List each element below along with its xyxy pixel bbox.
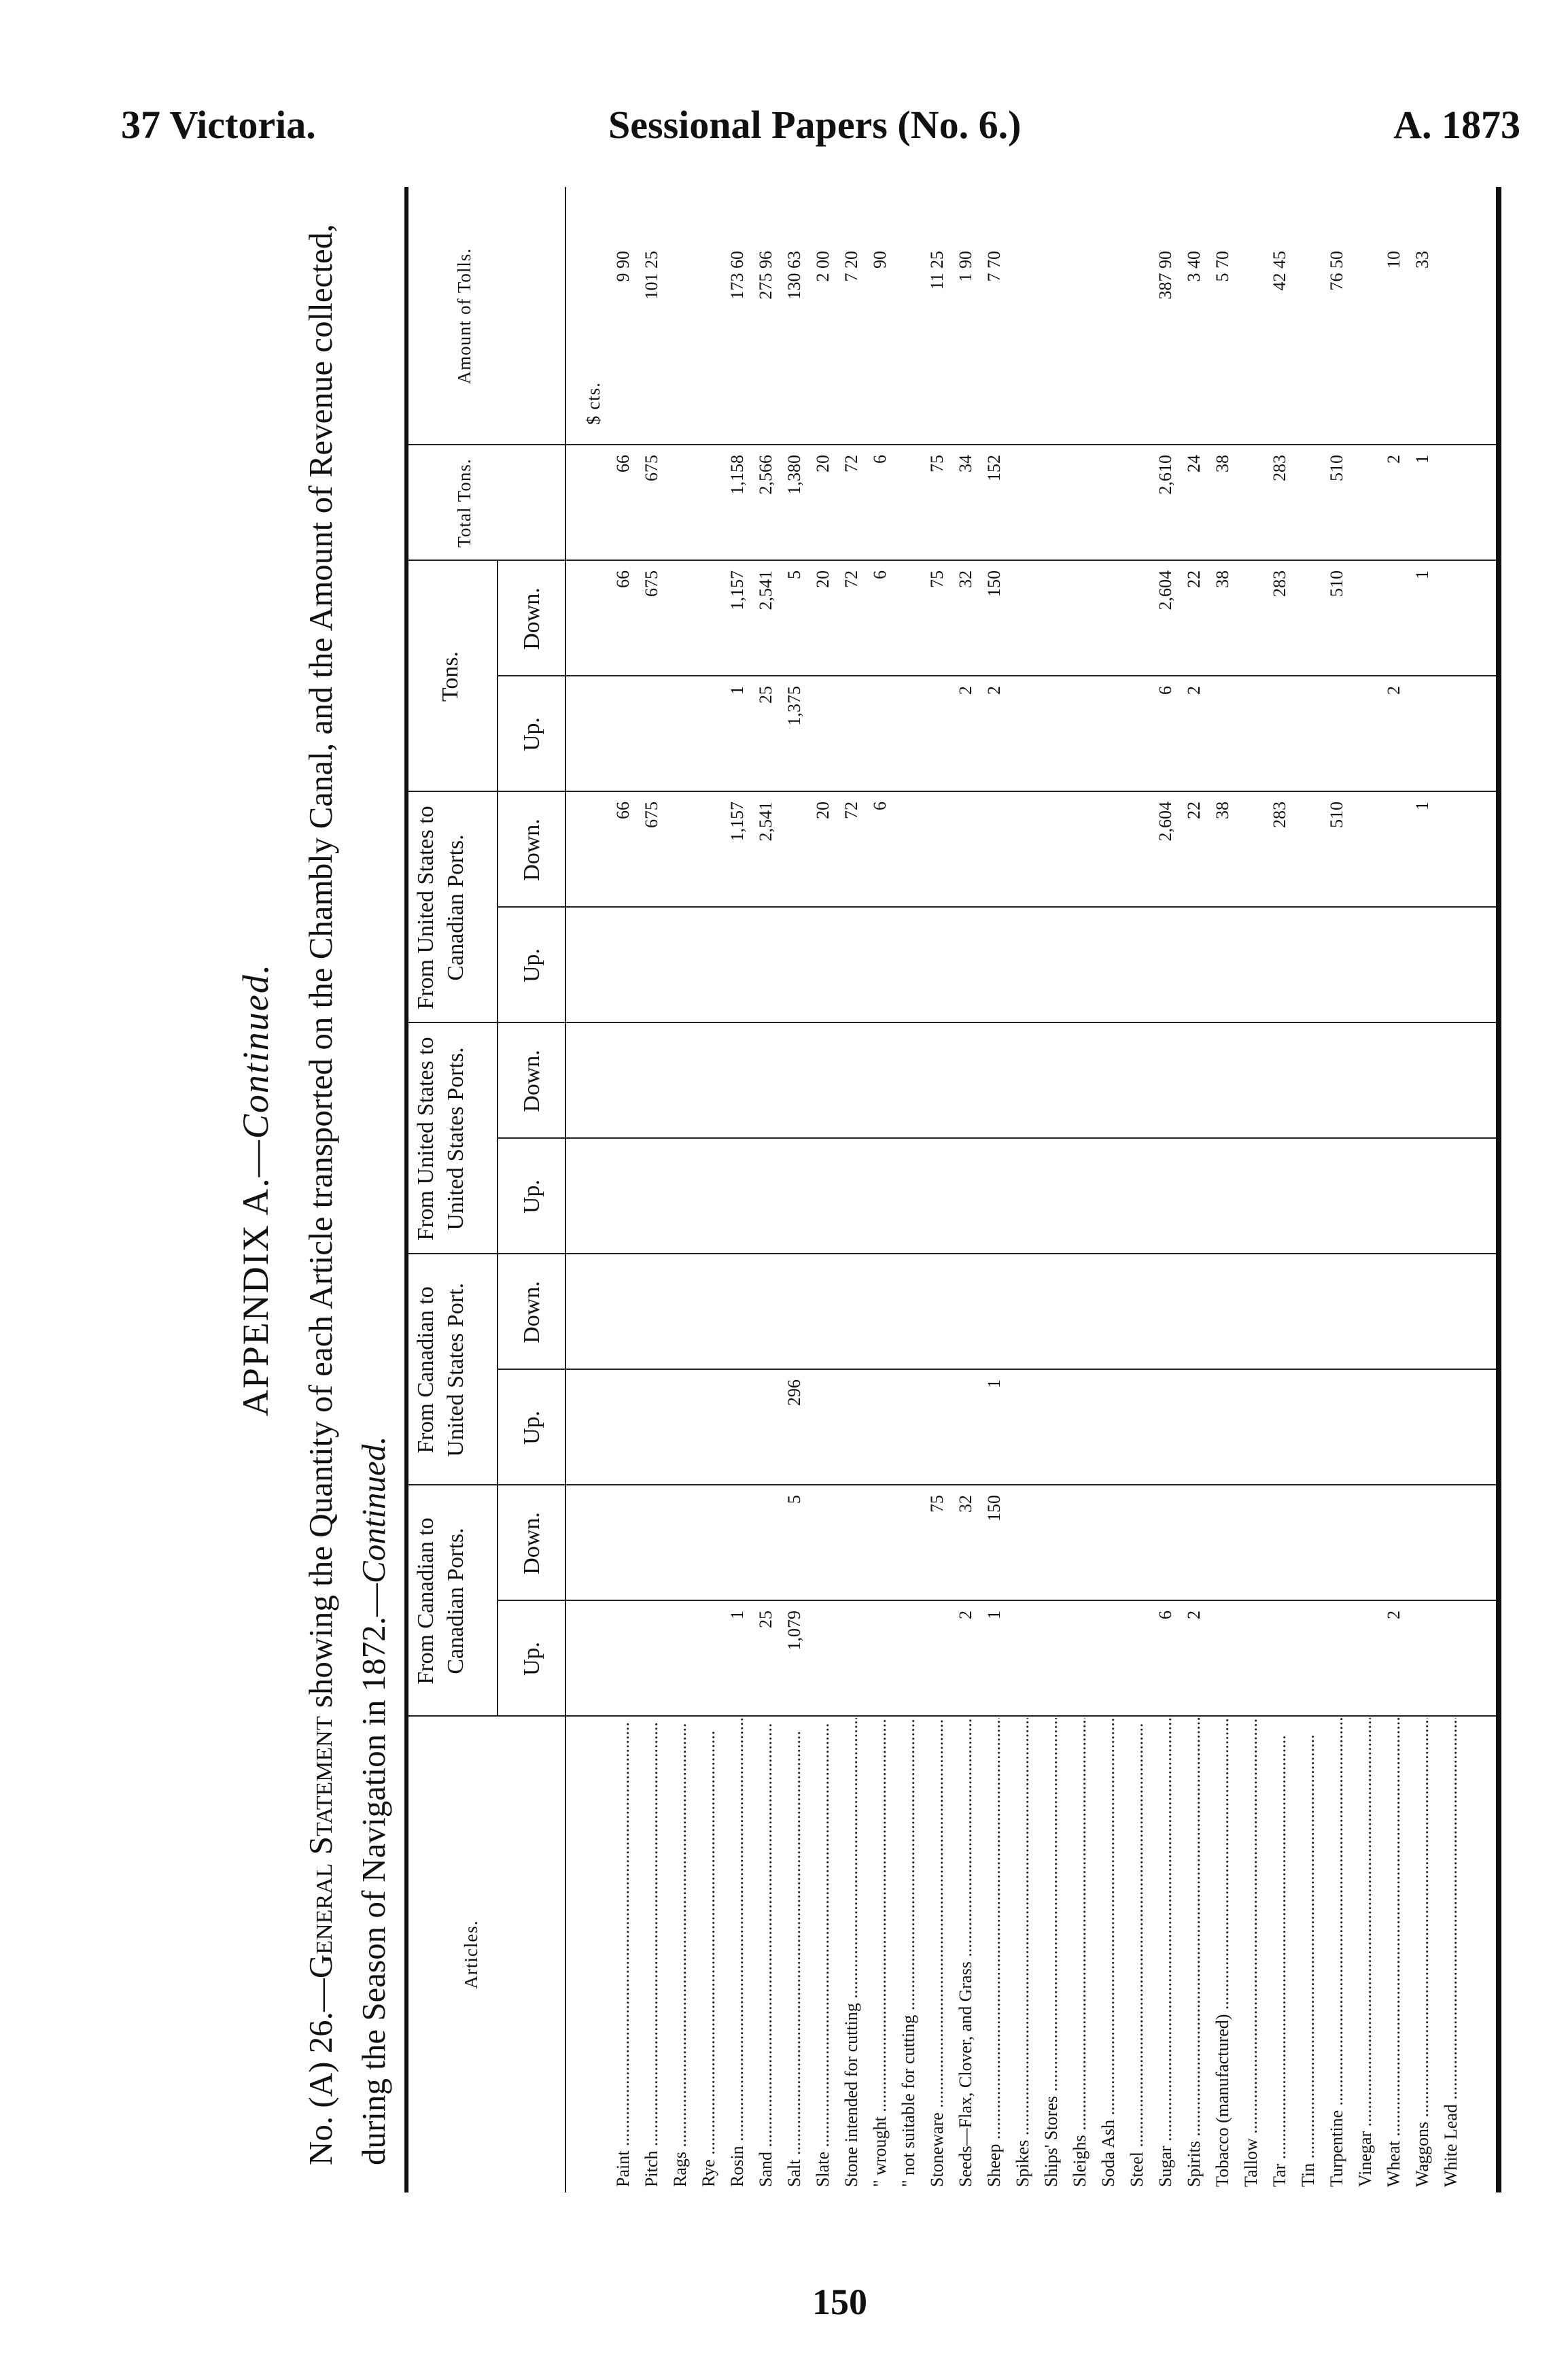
cell-total: 152 — [984, 455, 1004, 481]
table-row — [1297, 187, 1319, 2192]
cell-cc-up: 2 — [956, 1611, 975, 1619]
cell-cc-up: 2 — [1184, 1611, 1204, 1619]
cell-t-down: 5 — [784, 570, 804, 579]
article-name: Sheep ..... — [983, 1718, 1005, 2187]
cell-tolls: 42 45 — [1270, 251, 1289, 291]
running-header-left: 37 Victoria. — [121, 103, 316, 147]
cell-uc-down: 20 — [813, 802, 833, 819]
cell-t-down: 283 — [1270, 570, 1289, 597]
cell-uc-down: 1 — [1412, 802, 1432, 810]
cell-tolls: 33 — [1412, 251, 1432, 269]
table-row — [1126, 187, 1147, 2192]
table-row — [1383, 187, 1404, 2192]
article-name: Sand ..... — [755, 1718, 776, 2187]
cell-t-up: 1 — [727, 686, 747, 695]
cell-t-up: 6 — [1155, 686, 1175, 695]
cell-uc-down: 2,604 — [1155, 802, 1175, 842]
cell-cc-down: 5 — [784, 1495, 804, 1504]
cell-total: 510 — [1327, 455, 1346, 481]
table-row — [1098, 187, 1119, 2192]
table-row — [784, 187, 805, 2192]
article-name: Paint ..... — [612, 1718, 633, 2187]
article-name: Tar ..... — [1269, 1718, 1290, 2187]
table-row — [841, 187, 862, 2192]
cell-tolls: 11 25 — [927, 251, 947, 290]
article-name: Soda Ash ..... — [1098, 1718, 1119, 2187]
table-row — [1412, 187, 1433, 2192]
cell-uc-down: 283 — [1270, 802, 1289, 828]
cell-tolls: 101 25 — [642, 251, 661, 300]
up-header: Up. — [519, 1641, 544, 1676]
article-name: Ships' Stores ..... — [1041, 1718, 1062, 2187]
article-name: Rye ..... — [698, 1718, 719, 2187]
statement-table — [404, 187, 1501, 2192]
group-header-tons: Tons. — [438, 651, 463, 702]
cell-cc-down: 75 — [927, 1495, 947, 1513]
cell-tolls: 173 60 — [727, 251, 747, 300]
cell-cc-up: 6 — [1155, 1611, 1175, 1619]
cell-total: 24 — [1184, 455, 1204, 472]
amount-of-tolls-header: Amount of Tolls. — [454, 247, 474, 385]
up-header: Up. — [519, 717, 544, 752]
cell-tolls: 76 50 — [1327, 251, 1346, 291]
table-row — [869, 187, 890, 2192]
cell-t-down: 32 — [956, 570, 975, 588]
cell-tolls: 387 90 — [1155, 251, 1175, 300]
cell-cc-up: 2 — [1384, 1611, 1404, 1619]
table-row — [669, 187, 691, 2192]
article-name: Spirits ..... — [1183, 1718, 1204, 2187]
article-name: Rosin ..... — [727, 1718, 748, 2187]
cell-tolls: 2 00 — [813, 251, 833, 282]
cell-cc-up: 1,079 — [784, 1611, 804, 1651]
caption-title: General Statement — [302, 1716, 339, 1979]
article-name: Rags ..... — [669, 1718, 691, 2187]
running-header-right: A. 1873 — [1393, 103, 1520, 147]
table-row — [755, 187, 776, 2192]
down-header: Down. — [519, 1281, 544, 1343]
article-name: Pitch ..... — [641, 1718, 662, 2187]
article-name: Spikes ..... — [1012, 1718, 1033, 2187]
cell-total: 66 — [613, 455, 633, 472]
rotated-page-content — [234, 187, 1526, 2192]
group-header-cu: From Canadian to United States Port. — [413, 1283, 468, 1457]
table-caption — [294, 207, 400, 2165]
article-name: Salt ..... — [784, 1718, 805, 2187]
cell-uc-down: 510 — [1327, 802, 1346, 828]
cell-uc-down: 6 — [870, 802, 890, 810]
cell-tolls: 90 — [870, 251, 890, 269]
article-name: Seeds—Flax, Clover, and Grass ..... — [955, 1718, 976, 2187]
cell-total: 38 — [1213, 455, 1232, 472]
cell-total: 1 — [1412, 455, 1432, 464]
article-name: Vinegar ..... — [1355, 1718, 1376, 2187]
cell-t-up: 2 — [956, 686, 975, 695]
table-row — [955, 187, 976, 2192]
table-row — [641, 187, 662, 2192]
cell-uc-down: 72 — [841, 802, 861, 819]
currency-unit: $ cts. — [583, 382, 604, 425]
table-row — [1440, 187, 1461, 2192]
table-row — [1240, 187, 1261, 2192]
cell-t-down: 1,157 — [727, 570, 747, 610]
down-header: Down. — [519, 587, 544, 650]
caption-continued: Continued. — [355, 1436, 392, 1583]
cell-total: 6 — [870, 455, 890, 464]
table-row — [1069, 187, 1090, 2192]
article-name: Tin ..... — [1297, 1718, 1319, 2187]
header-rule — [497, 561, 498, 1717]
cell-tolls: 10 — [1384, 251, 1404, 269]
article-name: White Lead ..... — [1440, 1718, 1461, 2187]
cell-t-down: 75 — [927, 570, 947, 588]
table-row — [1355, 187, 1376, 2192]
cell-cc-down: 150 — [984, 1495, 1004, 1521]
cell-total: 2,566 — [756, 455, 776, 495]
cell-t-down: 1 — [1412, 570, 1432, 579]
cell-tolls: 9 90 — [613, 251, 633, 282]
cell-uc-down: 22 — [1184, 802, 1204, 819]
article-name: Steel ..... — [1126, 1718, 1147, 2187]
group-header-cc: From Canadian to Canadian Ports. — [413, 1517, 468, 1685]
running-header-center: Sessional Papers (No. 6.) — [608, 103, 1022, 147]
cell-cc-up: 1 — [984, 1611, 1004, 1619]
cell-tolls: 3 40 — [1184, 251, 1204, 282]
up-header: Up. — [519, 1410, 544, 1445]
article-name: Tobacco (manufactured) ..... — [1212, 1718, 1233, 2187]
page-number: 150 — [812, 2282, 867, 2322]
down-header: Down. — [519, 819, 544, 881]
cell-tolls: 1 90 — [956, 251, 975, 282]
article-name: Wheat ..... — [1383, 1718, 1404, 2187]
cell-t-down: 66 — [613, 570, 633, 588]
down-header: Down. — [519, 1512, 544, 1575]
cell-t-down: 2,604 — [1155, 570, 1175, 610]
cell-tolls: 7 70 — [984, 251, 1004, 282]
cell-total: 2 — [1384, 455, 1404, 464]
cell-t-down: 150 — [984, 570, 1004, 597]
cell-total: 1,158 — [727, 455, 747, 495]
cell-uc-down: 675 — [642, 802, 661, 828]
caption-text: showing the Quantity of each Article transported on the Chambly Canal, and the Amount of Revenue collected, during the Season of Navigation in 1872.— — [302, 224, 392, 2165]
table-row — [926, 187, 947, 2192]
cell-total: 75 — [927, 455, 947, 472]
cell-uc-down: 2,541 — [756, 802, 776, 842]
article-name: " not suitable for cutting ..... — [898, 1718, 919, 2187]
cell-total: 34 — [956, 455, 975, 472]
down-header: Down. — [519, 1050, 544, 1112]
article-name: Turpentine ..... — [1326, 1718, 1347, 2187]
cell-t-up: 2 — [1384, 686, 1404, 695]
group-header-uc: From United States to Canadian Ports. — [413, 806, 468, 1010]
caption-prefix: No. (A) 26.— — [302, 1978, 339, 2165]
cell-t-down: 675 — [642, 570, 661, 597]
cell-t-down: 510 — [1327, 570, 1346, 597]
cell-tolls: 7 20 — [841, 251, 861, 282]
article-name: Waggons ..... — [1412, 1718, 1433, 2187]
cell-cu-up: 1 — [984, 1379, 1004, 1388]
cell-uc-down: 38 — [1213, 802, 1232, 819]
cell-total: 283 — [1270, 455, 1289, 481]
header-bottom-rule — [565, 187, 566, 2192]
articles-header: Articles. — [461, 1920, 481, 1989]
table-row — [1012, 187, 1033, 2192]
cell-t-up: 25 — [756, 686, 776, 704]
cell-t-down: 22 — [1184, 570, 1204, 588]
article-name: Stone intended for cutting ..... — [841, 1718, 862, 2187]
cell-t-up: 1,375 — [784, 686, 804, 726]
up-header: Up. — [519, 948, 544, 983]
table-row — [983, 187, 1005, 2192]
cell-total: 2,610 — [1155, 455, 1175, 495]
cell-uc-down: 1,157 — [727, 802, 747, 842]
up-header: Up. — [519, 1179, 544, 1214]
table-row — [1269, 187, 1290, 2192]
cell-cc-up: 25 — [756, 1611, 776, 1628]
cell-t-down: 20 — [813, 570, 833, 588]
group-header-uu: From United States to United States Ports. — [413, 1037, 468, 1241]
cell-total: 72 — [841, 455, 861, 472]
cell-cu-up: 296 — [784, 1379, 804, 1406]
cell-tolls: 130 63 — [784, 251, 804, 300]
article-name: Sugar ..... — [1155, 1718, 1176, 2187]
appendix-label: APPENDIX A.— — [235, 1139, 276, 1417]
article-name: Slate ..... — [812, 1718, 833, 2187]
table-row — [1326, 187, 1347, 2192]
article-name: Stoneware ..... — [926, 1718, 947, 2187]
table-row — [612, 187, 633, 2192]
cell-uc-down: 66 — [613, 802, 633, 819]
table-row — [1183, 187, 1204, 2192]
appendix-continued: Continued. — [235, 963, 276, 1139]
table-row — [898, 187, 919, 2192]
cell-t-up: 2 — [1184, 686, 1204, 695]
cell-t-down: 72 — [841, 570, 861, 588]
table-row — [727, 187, 748, 2192]
cell-cc-down: 32 — [956, 1495, 975, 1513]
cell-tolls: 275 96 — [756, 251, 776, 300]
total-tons-header: Total Tons. — [454, 458, 474, 548]
table-row — [1212, 187, 1233, 2192]
table-row — [1041, 187, 1062, 2192]
cell-cc-up: 1 — [727, 1611, 747, 1619]
article-name: " wrought ..... — [869, 1718, 890, 2187]
table-row — [698, 187, 719, 2192]
article-name: Sleighs ..... — [1069, 1718, 1090, 2187]
cell-t-up: 2 — [984, 686, 1004, 695]
cell-total: 20 — [813, 455, 833, 472]
article-name: Tallow ..... — [1240, 1718, 1261, 2187]
cell-t-down: 2,541 — [756, 570, 776, 610]
cell-total: 675 — [642, 455, 661, 481]
cell-t-down: 38 — [1213, 570, 1232, 588]
table-row — [812, 187, 833, 2192]
cell-t-down: 6 — [870, 570, 890, 579]
appendix-title — [234, 187, 277, 2192]
cell-total: 1,380 — [784, 455, 804, 495]
table-row — [1155, 187, 1176, 2192]
cell-tolls: 5 70 — [1213, 251, 1232, 282]
